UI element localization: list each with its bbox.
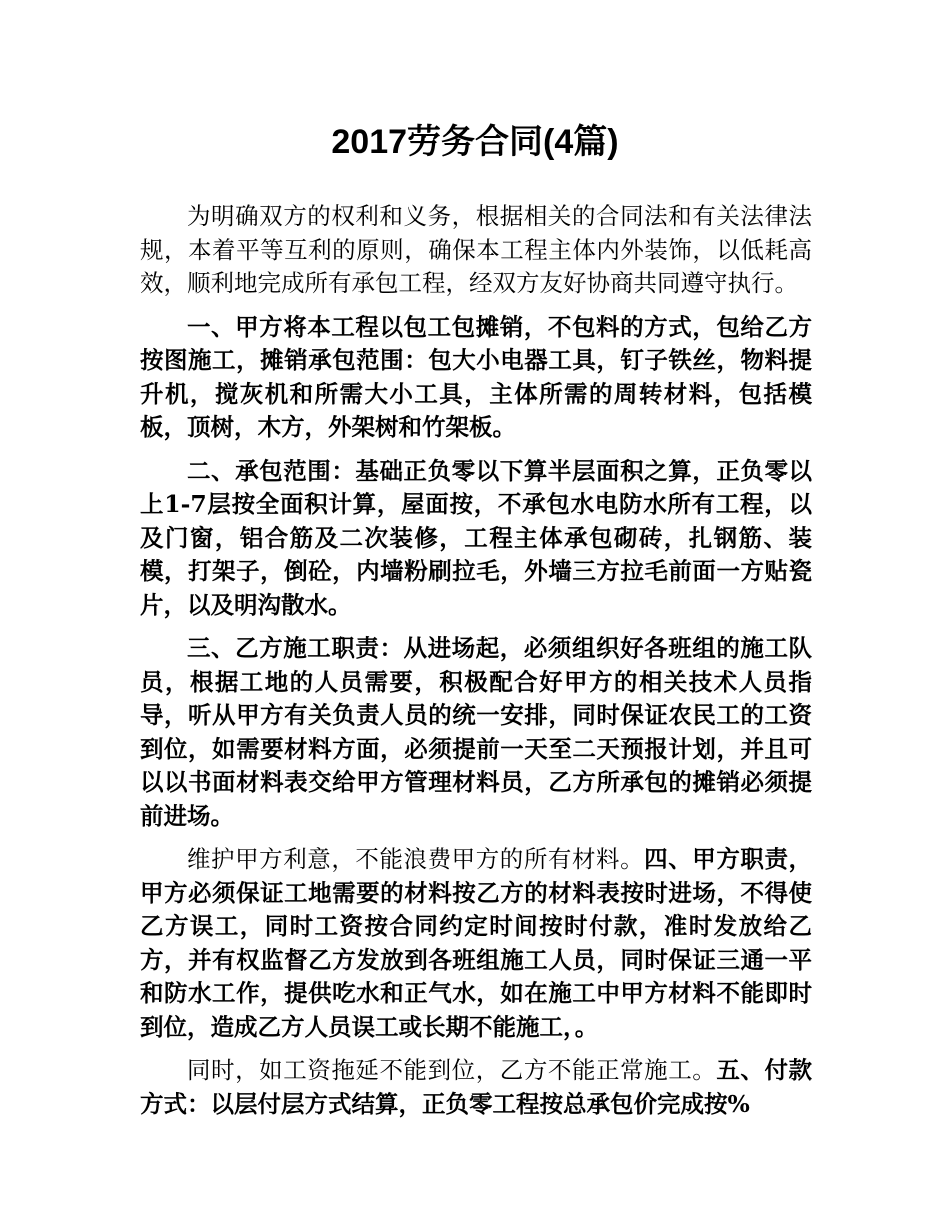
paragraph-clause-4 <box>140 843 812 1044</box>
paragraph-segment: 三、乙方施工职责：从进场起，必须组织好各班组的施工队员，根据工地的人员需要，积极配合好甲方的相关技术人员指导，听从甲方有关负责人员的统一安排，同时保证农民工的工资到位，如需要材料方面，必须提前一天至二天预报计划，并且可以以书面材料表交给甲方管理材料员，乙方所承包的摊销必须提前进场。 <box>140 634 812 830</box>
paragraph-segment: 二、承包范围：基础正负零以下算半层面积之算，正负零以上1-7层按全面积计算，屋面按，不承包水电防水所有工程，以及门窗，铝合筋及二次装修，工程主体承包砌砖，扎钢筋、装模，打架子，倒砼，内墙粉刷拉毛，外墙三方拉毛前面一方贴瓷片，以及明沟散水。 <box>140 456 812 619</box>
document-title: 2017劳务合同(4篇) <box>331 123 619 161</box>
document-body <box>140 200 812 1131</box>
paragraph-segment: 五、付款方式：以层付层方式结算，正负零工程按总承包价完成按% <box>140 1056 813 1118</box>
paragraph-clause-5 <box>140 1054 812 1121</box>
paragraph-segment: 一、甲方将本工程以包工包摊销，不包料的方式，包给乙方按图施工，摊销承包范围：包大小电器工具，钉子铁丝，物料提升机，搅灰机和所需大小工具，主体所需的周转材料，包括模板，顶树，木方，外架树和竹架板。 <box>140 312 812 441</box>
paragraph-segment: 为明确双方的权利和义务，根据相关的合同法和有关法律法规，本着平等互利的原则，确保本工程主体内外装饰，以低耗高效，顺利地完成所有承包工程，经双方友好协商共同遵守执行。 <box>140 202 812 297</box>
paragraph-clause-2 <box>140 455 812 623</box>
paragraph-clause-3 <box>140 632 812 833</box>
paragraph-segment: 维护甲方利意，不能浪费甲方的所有材料。 <box>187 845 645 873</box>
paragraph-clause-1 <box>140 311 812 445</box>
paragraph-segment: 同时，如工资拖延不能到位，乙方不能正常施工。 <box>187 1056 717 1084</box>
paragraph-intro <box>140 200 812 301</box>
paragraph-segment: 四、甲方职责，甲方必须保证工地需要的材料按乙方的材料表按时进场，不得使乙方误工，同时工资按合同约定时间按时付款，准时发放给乙方，并有权监督乙方发放到各班组施工人员，同时保证三通一平和防水工作，提供吃水和正气水，如在施工中甲方材料不能即时到位，造成乙方人员误工或长期不能施工，。 <box>140 845 813 1041</box>
